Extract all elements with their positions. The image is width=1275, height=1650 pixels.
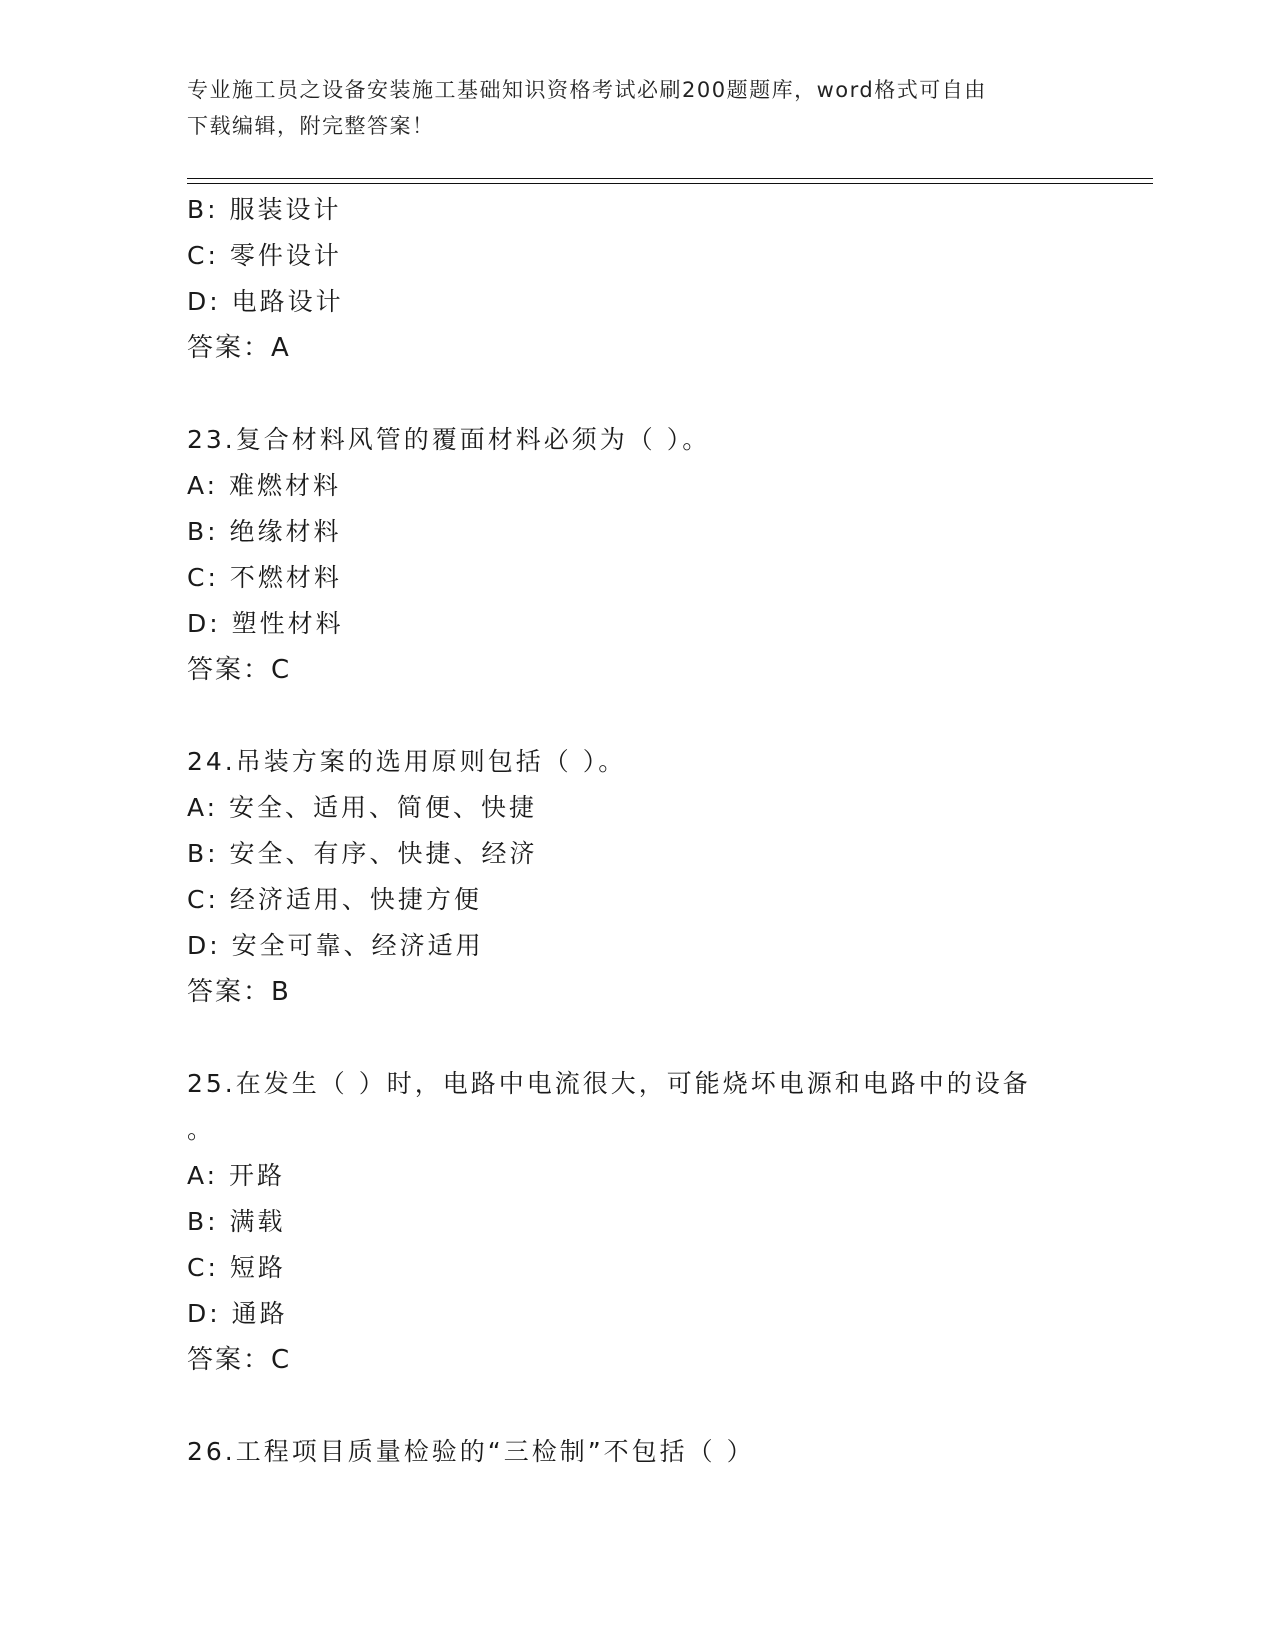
question-stem: 23.复合材料风管的覆面材料必须为（ ）。 [187,425,711,454]
option-a: A: 安全、适用、简便、快捷 [187,793,538,822]
option-c: C: 不燃材料 [187,563,342,592]
question-stem-line-2: 。 [187,1115,216,1144]
option-b: B: 服装设计 [187,195,342,224]
option-b: B: 满载 [187,1207,286,1236]
header-title-line-1: 专业施工员之设备安装施工基础知识资格考试必刷200题题库，word格式可自由 [187,78,987,102]
question-23 [187,417,1087,693]
spacer [187,371,1087,417]
question-list [187,187,1087,1475]
document-header [187,72,1067,144]
question-stem: 26.工程项目质量检验的“三检制”不包括（ ） [187,1437,755,1466]
spacer [187,693,1087,739]
option-d: D: 塑性材料 [187,609,344,638]
question-24 [187,739,1087,1015]
question-stem-line-1: 25.在发生（ ）时，电路中电流很大，可能烧坏电源和电路中的设备 [187,1069,1031,1098]
spacer [187,1015,1087,1061]
option-b: B: 绝缘材料 [187,517,342,546]
header-divider-top [187,178,1153,179]
option-d: D: 电路设计 [187,287,344,316]
header-divider-bottom [187,183,1153,184]
option-a: A: 开路 [187,1161,286,1190]
option-d: D: 安全可靠、经济适用 [187,931,484,960]
answer-label: 答案：B [187,977,291,1007]
option-b: B: 安全、有序、快捷、经济 [187,839,538,868]
question-stem: 24.吊装方案的选用原则包括（ ）。 [187,747,627,776]
answer-label: 答案：C [187,1345,292,1375]
question-22-tail [187,187,1087,371]
question-26 [187,1429,1087,1475]
option-a: A: 难燃材料 [187,471,342,500]
answer-label: 答案：C [187,655,292,685]
spacer [187,1383,1087,1429]
option-c: C: 经济适用、快捷方便 [187,885,482,914]
question-25 [187,1061,1087,1383]
answer-label: 答案：A [187,333,291,363]
header-title-line-2: 下载编辑，附完整答案！ [187,114,435,138]
option-c: C: 短路 [187,1253,286,1282]
option-d: D: 通路 [187,1299,288,1328]
option-c: C: 零件设计 [187,241,342,270]
